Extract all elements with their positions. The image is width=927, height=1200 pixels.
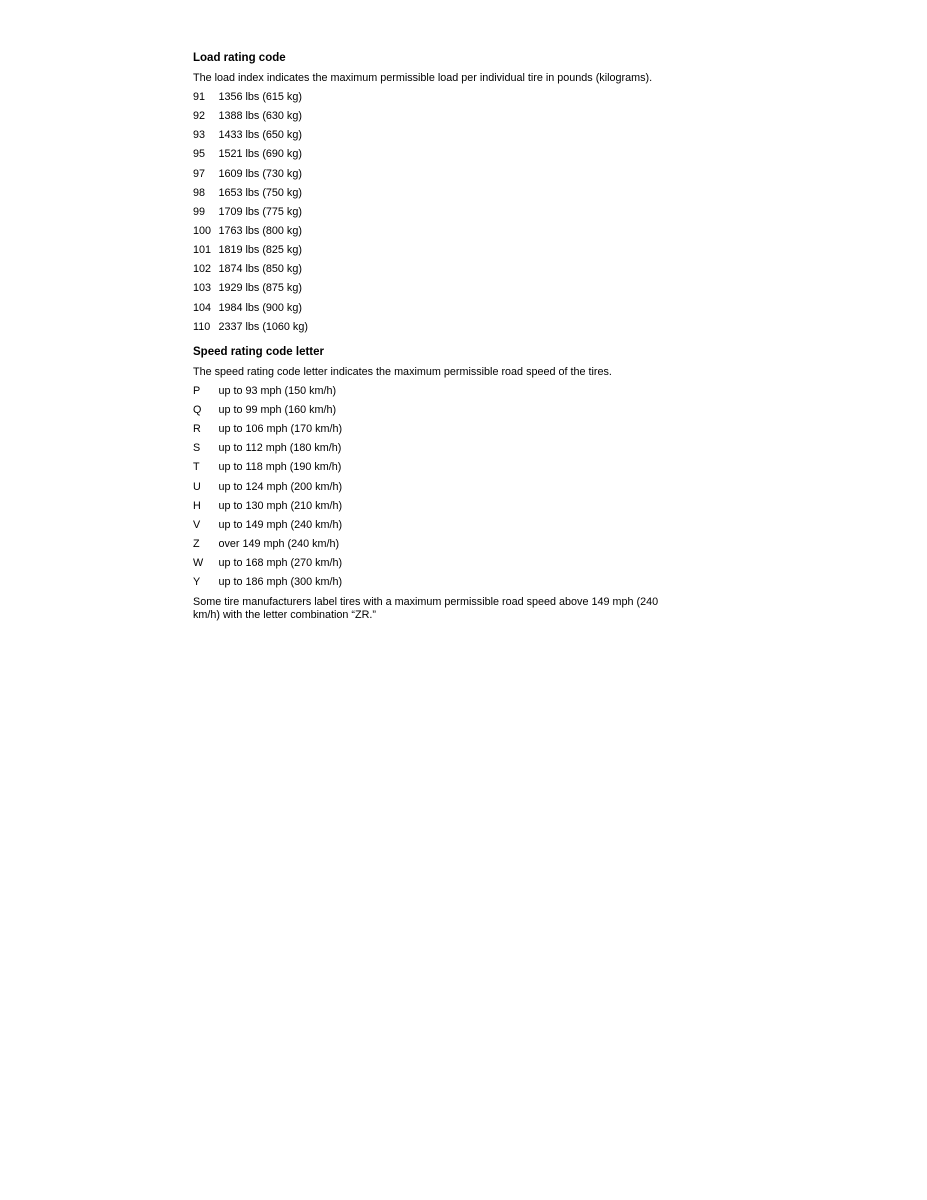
- load-rating-row: [193, 302, 893, 321]
- load-rating-row-code: 103: [193, 282, 212, 295]
- load-rating-section: [193, 51, 893, 340]
- speed-rating-row-value: up to 168 mph (270 km/h): [218, 557, 343, 570]
- load-rating-row-code: 101: [193, 244, 212, 257]
- speed-rating-row-value: up to 106 mph (170 km/h): [218, 423, 343, 436]
- load-rating-row-code: 110: [193, 320, 211, 333]
- speed-rating-section: [193, 345, 893, 623]
- speed-rating-row: [193, 557, 893, 576]
- load-rating-row: [193, 110, 893, 129]
- load-rating-row: [193, 321, 893, 340]
- speed-rating-row-code: W: [193, 557, 204, 570]
- speed-rating-row: [193, 576, 893, 595]
- load-rating-row: [193, 129, 893, 148]
- load-rating-row-code: 92: [193, 110, 206, 123]
- load-rating-list: [193, 91, 893, 340]
- load-rating-row: [193, 168, 893, 187]
- load-rating-row: [193, 148, 893, 167]
- load-rating-row-value: 1763 lbs (800 kg): [218, 224, 302, 237]
- load-rating-row-code: 100: [193, 224, 212, 237]
- speed-rating-row-code: Y: [193, 576, 201, 589]
- speed-rating-row: [193, 404, 893, 423]
- speed-rating-row-code: S: [193, 442, 201, 455]
- speed-rating-row: [193, 538, 893, 557]
- load-rating-row-value: 1388 lbs (630 kg): [218, 110, 302, 123]
- speed-rating-row-code: U: [193, 480, 201, 493]
- speed-rating-row-value: up to 124 mph (200 km/h): [218, 480, 343, 493]
- speed-rating-row-value: up to 149 mph (240 km/h): [218, 518, 343, 531]
- speed-rating-row-value: up to 99 mph (160 km/h): [218, 403, 337, 416]
- speed-rating-row-value: over 149 mph (240 km/h): [218, 537, 340, 550]
- load-rating-row: [193, 263, 893, 282]
- speed-rating-row-value: up to 93 mph (150 km/h): [218, 384, 337, 397]
- speed-rating-row-code: R: [193, 423, 201, 436]
- load-rating-row-value: 1653 lbs (750 kg): [218, 186, 302, 199]
- load-rating-heading: Load rating code: [193, 52, 286, 64]
- load-rating-row-value: 1819 lbs (825 kg): [218, 244, 302, 257]
- speed-rating-row-code: H: [193, 499, 201, 512]
- load-rating-row-value: 1609 lbs (730 kg): [218, 167, 302, 180]
- load-rating-row-code: 102: [193, 263, 212, 276]
- load-rating-row-code: 91: [193, 91, 206, 103]
- load-rating-row: [193, 187, 893, 206]
- load-rating-row-code: 97: [193, 167, 206, 180]
- speed-rating-row-code: Z: [193, 537, 200, 550]
- load-rating-row: [193, 282, 893, 301]
- speed-rating-row: [193, 481, 893, 500]
- speed-rating-list: [193, 385, 893, 596]
- speed-rating-row-value: up to 130 mph (210 km/h): [218, 499, 343, 512]
- load-rating-row: [193, 206, 893, 225]
- load-rating-row-value: 1929 lbs (875 kg): [218, 282, 302, 295]
- speed-rating-row-value: up to 112 mph (180 km/h): [218, 442, 342, 455]
- speed-rating-row: [193, 442, 893, 461]
- speed-rating-row-code: T: [193, 461, 200, 474]
- speed-rating-intro: The speed rating code letter indicates the maximum permissible road speed of the tires.: [193, 365, 612, 378]
- load-rating-row-value: 1709 lbs (775 kg): [218, 205, 302, 218]
- zr-note: Some tire manufacturers label tires with a maximum permissible road speed above 149 mph (240 km/h) with the letter combination “ZR.”: [193, 596, 659, 622]
- load-rating-row-code: 95: [193, 148, 206, 161]
- document-body: [193, 51, 893, 622]
- speed-rating-row: [193, 500, 893, 519]
- load-rating-row-value: 1521 lbs (690 kg): [218, 148, 302, 161]
- load-rating-row-code: 99: [193, 205, 206, 218]
- load-rating-row-code: 93: [193, 129, 206, 142]
- speed-rating-row-value: up to 118 mph (190 km/h): [218, 461, 342, 474]
- load-rating-row-value: 1984 lbs (900 kg): [218, 301, 302, 314]
- load-rating-row-code: 98: [193, 186, 206, 199]
- load-rating-row-code: 104: [193, 301, 212, 314]
- speed-rating-row: [193, 385, 893, 404]
- speed-rating-row-code: P: [193, 384, 201, 397]
- speed-rating-row: [193, 519, 893, 538]
- load-rating-row-value: 1433 lbs (650 kg): [218, 129, 302, 142]
- speed-rating-row-code: Q: [193, 403, 202, 416]
- speed-rating-row-code: V: [193, 518, 201, 531]
- load-rating-row: [193, 91, 893, 110]
- load-rating-row: [193, 225, 893, 244]
- load-rating-row-value: 1874 lbs (850 kg): [218, 263, 302, 276]
- speed-rating-row-value: up to 186 mph (300 km/h): [218, 576, 343, 589]
- speed-rating-heading: Speed rating code letter: [193, 345, 325, 358]
- load-rating-row: [193, 244, 893, 263]
- speed-rating-row: [193, 461, 893, 480]
- load-rating-row-value: 2337 lbs (1060 kg): [218, 320, 308, 333]
- load-rating-row-value: 1356 lbs (615 kg): [218, 91, 302, 103]
- speed-rating-row: [193, 423, 893, 442]
- load-rating-intro: The load index indicates the maximum permissible load per individual tire in pounds (kilograms).: [193, 72, 653, 84]
